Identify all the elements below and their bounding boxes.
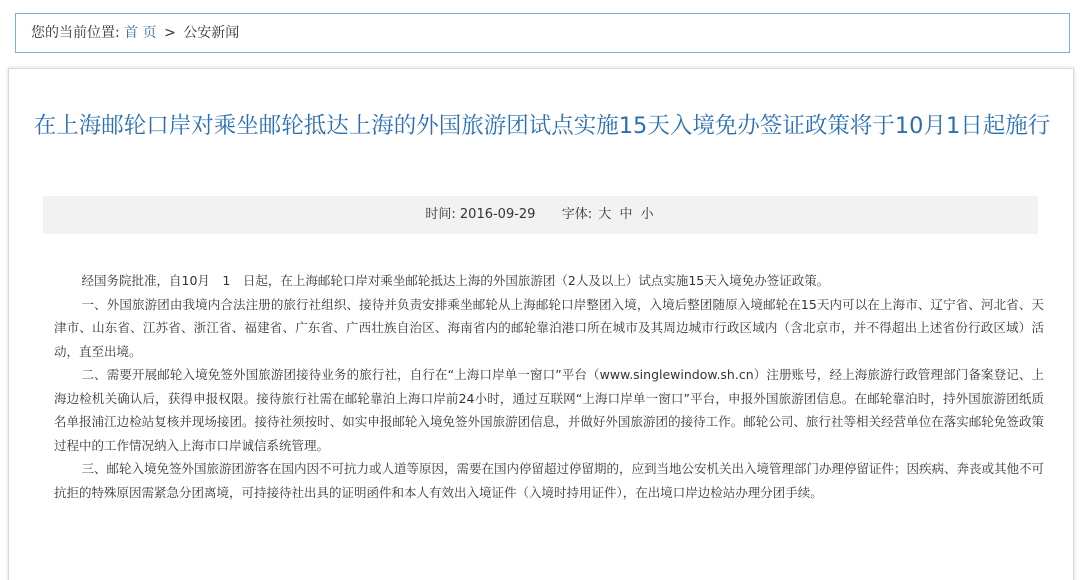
- publish-time-value: 2016-09-29: [459, 207, 536, 222]
- article-container: [8, 68, 1074, 580]
- breadcrumb-prefix: 您的当前位置:: [31, 25, 120, 41]
- font-size-small-option[interactable]: 小: [640, 207, 654, 222]
- font-size-large-option[interactable]: 大: [598, 207, 612, 222]
- breadcrumb-separator: >: [164, 25, 176, 41]
- article-paragraph: 三、邮轮入境免签外国旅游团游客在国内因不可抗力或人道等原因，需要在国内停留超过停留期的，应到当地公安机关出入境管理部门办理停留证件；因疾病、奔丧或其他不可抗拒的特殊原因需紧急分团离境，可持接待社出具的证明函件和本人有效出入境证件（入境时持用证件），在出境口岸边检站办理分团手续。: [54, 461, 1045, 500]
- article-paragraph: 一、外国旅游团由我境内合法注册的旅行社组织、接待并负责安排乘坐邮轮从上海邮轮口岸整团入境，入境后整团随原入境邮轮在15天内可以在上海市、辽宁省、河北省、天津市、山东省、江苏省、浙江省、福建省、广东省、广西壮族自治区、海南省内的邮轮靠泊港口所在城市及其周边城市行政区域内（含北京市，并不得超出上述省份行政区域）活动，直至出境。: [54, 296, 1044, 359]
- article-meta-bar: [43, 196, 1038, 234]
- publish-time-label: 时间:: [425, 207, 456, 222]
- breadcrumb-current: 公安新闻: [183, 25, 240, 41]
- article-paragraph: 二、需要开展邮轮入境免签外国旅游团接待业务的旅行社，自行在“上海口岸单一窗口”平台（www.singlewindow.sh.cn）注册账号，经上海旅游行政管理部门备案登记、上海边检机关确认后，获得申报权限。接待旅行社需在邮轮靠泊上海口岸前24小时，通过互联网“上海口岸单一窗口”平台，申报外国旅游团信息。在邮轮靠泊时，持外国旅游团纸质名单报浦江边检站复核并现场接团。接待社须按时、如实申报邮轮入境免签外国旅游团信息，并做好外国旅游团的接待工作。邮轮公司、旅行社等相关经营单位在落实邮轮免签政策过程中的工作情况纳入上海市口岸诚信系统管理。: [54, 367, 1044, 453]
- article-paragraph: 经国务院批准，自10月 1 日起，在上海邮轮口岸对乘坐邮轮抵达上海的外国旅游团（2人及以上）试点实施15天入境免办签证政策。: [81, 273, 830, 288]
- font-size-label: 字体:: [561, 207, 593, 222]
- breadcrumb-home-link[interactable]: 首 页: [124, 25, 157, 41]
- breadcrumb: [15, 13, 1070, 53]
- article-body: [54, 269, 1044, 504]
- article-title: 在上海邮轮口岸对乘坐邮轮抵达上海的外国旅游团试点实施15天入境免办签证政策将于10月1日起施行: [33, 113, 1051, 139]
- font-size-medium-option[interactable]: 中: [619, 207, 633, 222]
